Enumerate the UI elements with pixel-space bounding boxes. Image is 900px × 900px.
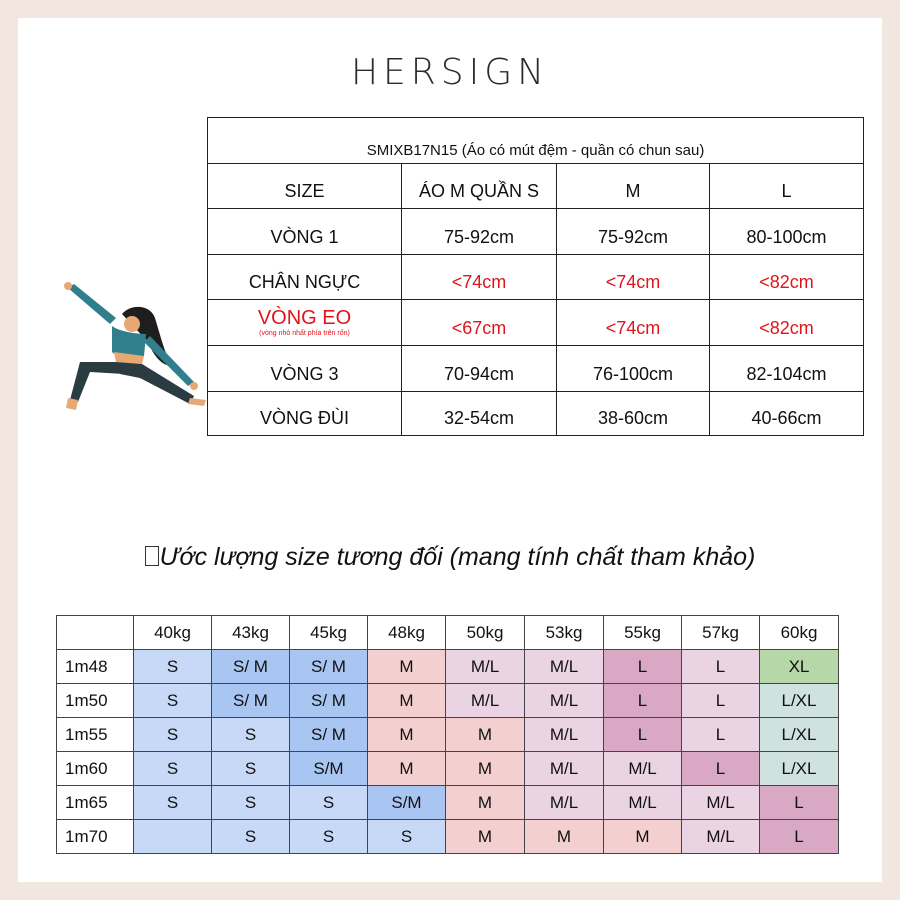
size-chart-title: SMIXB17N15 (Áo có mút đệm - quần có chun sau) [208, 118, 864, 164]
size-cell: M [446, 820, 525, 854]
row-value: 80-100cm [710, 209, 864, 255]
row-value: <74cm [557, 300, 710, 346]
size-cell: S/M [290, 752, 368, 786]
size-cell: M/L [525, 718, 604, 752]
weight-header: 50kg [446, 616, 525, 650]
header-col-2: M [557, 164, 710, 209]
size-cell: S [134, 684, 212, 718]
size-cell: L [682, 684, 760, 718]
size-cell: L/XL [760, 752, 839, 786]
size-chart-row [208, 209, 864, 255]
height-label: 1m50 [57, 684, 134, 718]
weight-header: 57kg [682, 616, 760, 650]
weight-header: 55kg [604, 616, 682, 650]
header-size: SIZE [208, 164, 402, 209]
size-cell: M [446, 718, 525, 752]
grid-row [57, 718, 839, 752]
row-value: <82cm [710, 255, 864, 300]
size-chart-row [208, 346, 864, 392]
size-cell: L [682, 752, 760, 786]
size-cell: M/L [525, 752, 604, 786]
estimate-title [0, 543, 900, 572]
size-cell: M/L [446, 684, 525, 718]
size-cell: L [604, 650, 682, 684]
waist-note: (vòng nhỏ nhất phía trên rốn) [259, 330, 350, 337]
size-cell: XL [760, 650, 839, 684]
checkbox-square-icon [145, 546, 159, 566]
size-cell: M [368, 650, 446, 684]
size-cell: S [134, 650, 212, 684]
row-value: 38-60cm [557, 392, 710, 436]
size-cell: L [682, 650, 760, 684]
grid-row [57, 752, 839, 786]
size-cell: S [290, 820, 368, 854]
size-chart-table [207, 117, 864, 436]
row-value: <67cm [402, 300, 557, 346]
size-cell: M/L [525, 684, 604, 718]
row-label: VÒNG ĐÙI [208, 392, 402, 436]
height-label: 1m60 [57, 752, 134, 786]
size-cell: M [368, 718, 446, 752]
size-cell: S [134, 718, 212, 752]
size-cell [134, 820, 212, 854]
row-value: <74cm [402, 255, 557, 300]
size-cell: L/XL [760, 684, 839, 718]
grid-row [57, 786, 839, 820]
size-cell: M [446, 752, 525, 786]
row-label: CHÂN NGỰC [208, 255, 402, 300]
header-col-3: L [710, 164, 864, 209]
weight-header: 43kg [212, 616, 290, 650]
size-chart-row [208, 392, 864, 436]
row-value: 75-92cm [402, 209, 557, 255]
size-cell: S [368, 820, 446, 854]
size-cell: M [368, 684, 446, 718]
size-chart-row [208, 255, 864, 300]
size-cell: M/L [604, 752, 682, 786]
yoga-woman-icon [60, 282, 210, 412]
weight-header: 60kg [760, 616, 839, 650]
brand-logo: HERSIGN [350, 52, 550, 93]
row-value: 70-94cm [402, 346, 557, 392]
height-label: 1m70 [57, 820, 134, 854]
row-value: 76-100cm [557, 346, 710, 392]
row-value: <74cm [557, 255, 710, 300]
size-cell: L [604, 718, 682, 752]
header-col-1: ÁO M QUẦN S [402, 164, 557, 209]
size-chart-header-row [208, 164, 864, 209]
grid-row [57, 820, 839, 854]
weight-header: 40kg [134, 616, 212, 650]
size-cell: M [604, 820, 682, 854]
height-label: 1m65 [57, 786, 134, 820]
grid-row [57, 650, 839, 684]
weight-header: 53kg [525, 616, 604, 650]
height-label: 1m55 [57, 718, 134, 752]
size-cell: M/L [682, 820, 760, 854]
size-cell: L [760, 820, 839, 854]
size-cell: L [604, 684, 682, 718]
weight-header: 45kg [290, 616, 368, 650]
row-value: 40-66cm [710, 392, 864, 436]
size-cell: S/ M [290, 684, 368, 718]
grid-corner-cell [57, 616, 134, 650]
size-cell: S [134, 786, 212, 820]
size-cell: M/L [446, 650, 525, 684]
size-cell: M/L [604, 786, 682, 820]
weight-header: 48kg [368, 616, 446, 650]
size-cell: S/ M [212, 650, 290, 684]
size-cell: S/ M [290, 718, 368, 752]
size-cell: M/L [525, 786, 604, 820]
size-cell: M [368, 752, 446, 786]
row-value: 32-54cm [402, 392, 557, 436]
row-value: 82-104cm [710, 346, 864, 392]
size-cell: L [760, 786, 839, 820]
size-cell: S [134, 752, 212, 786]
row-label-waist [208, 300, 402, 346]
size-chart-row [208, 300, 864, 346]
size-cell: S/ M [212, 684, 290, 718]
size-cell: S [290, 786, 368, 820]
size-cell: S/ M [290, 650, 368, 684]
waist-label: VÒNG EO [257, 307, 352, 329]
size-cell: S [212, 752, 290, 786]
size-cell: L [682, 718, 760, 752]
size-cell: S/M [368, 786, 446, 820]
size-cell: L/XL [760, 718, 839, 752]
estimate-grid-table [56, 615, 839, 854]
row-value: <82cm [710, 300, 864, 346]
size-cell: M [525, 820, 604, 854]
grid-header-row [57, 616, 839, 650]
size-cell: M/L [525, 650, 604, 684]
size-cell: M/L [682, 786, 760, 820]
size-cell: S [212, 786, 290, 820]
row-label: VÒNG 1 [208, 209, 402, 255]
size-cell: S [212, 820, 290, 854]
size-cell: S [212, 718, 290, 752]
height-label: 1m48 [57, 650, 134, 684]
row-label: VÒNG 3 [208, 346, 402, 392]
estimate-title-text: Ước lượng size tương đối (mang tính chất tham khảo) [159, 543, 756, 571]
row-value: 75-92cm [557, 209, 710, 255]
size-cell: M [446, 786, 525, 820]
grid-row [57, 684, 839, 718]
